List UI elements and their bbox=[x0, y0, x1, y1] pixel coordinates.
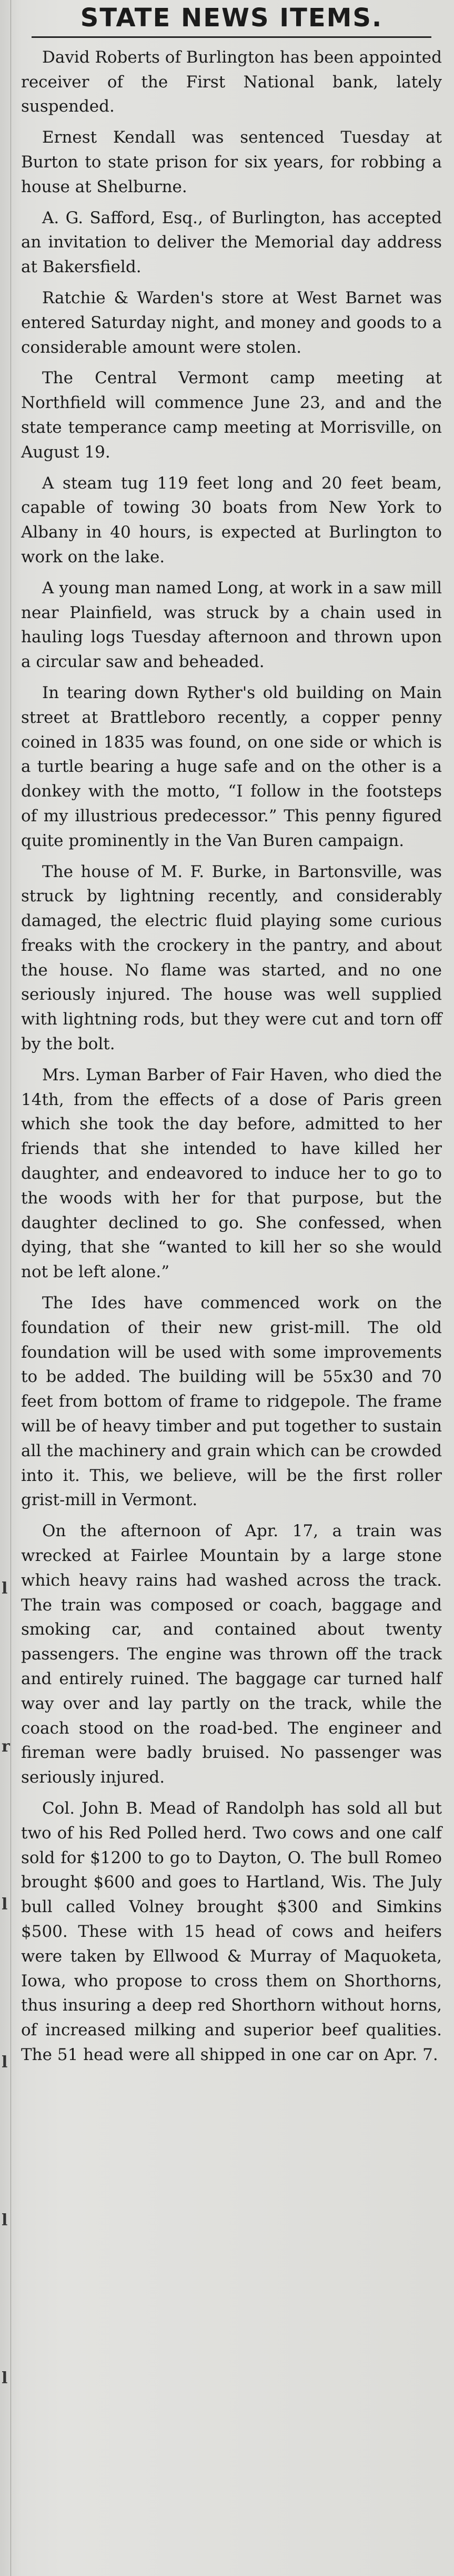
news-item: In tearing down Ryther's old building on Main street at Brattleboro recently, a copper penny coined in 1835 was found, on one side or which is a turtle bearing a huge safe and on the other is a donkey with the motto, “I follow in the footsteps of my illustrious predecessor.” This penny figured quite prominently in the Van Buren campaign. bbox=[21, 683, 442, 850]
news-item: A. G. Safford, Esq., of Burlington, has accepted an invitation to deliver the Memorial day address at Bakersfield. bbox=[21, 208, 442, 277]
left-column-gutter bbox=[0, 0, 11, 2576]
gutter-fragment: r bbox=[2, 1737, 10, 1756]
news-item: A young man named Long, at work in a saw mill near Plainfield, was struck by a chain used in hauling logs Tuesday afternoon and thrown upon a circular saw and beheaded. bbox=[21, 578, 442, 672]
gutter-fragment: l bbox=[2, 2211, 8, 2230]
news-item: The house of M. F. Burke, in Bartonsville, was struck by lightning recently, and considerably damaged, the electric fluid playing some curious freaks with the crockery in the pantry, and about the house. No flame was started, and no one seriously injured. The house was well supplied with lightning rods, but they were cut and torn off by the bolt. bbox=[21, 862, 442, 1054]
news-item: On the afternoon of Apr. 17, a train was wrecked at Fairlee Mountain by a large stone which heavy rains had washed across the track. The train was composed or coach, baggage and smoking car, and contained about twenty passengers. The engine was thrown off the track and entirely ruined. The baggage car turned half way over and lay partly on the track, while the coach stood on the road-bed. The engineer and fireman were badly bruised. No passenger was seriously injured. bbox=[21, 1521, 442, 1787]
news-item: The Ides have commenced work on the foundation of their new grist-mill. The old foundation will be used with some improvements to be added. The building will be 55x30 and 70 feet from bottom of frame to ridgepole. The frame will be of heavy timber and put together to sustain all the machinery and grain which can be crowded into it. This, we believe, will be the first roller grist-mill in Vermont. bbox=[21, 1294, 442, 1510]
news-column bbox=[21, 0, 442, 2074]
news-item: A steam tug 119 feet long and 20 feet beam, capable of towing 30 boats from New York to Albany in 40 hours, is expected at Burlington to work on the lake. bbox=[21, 473, 442, 566]
news-item: Col. John B. Mead of Randolph has sold all but two of his Red Polled herd. Two cows and one calf sold for $1200 to go to Dayton, O. The bull Romeo brought $600 and goes to Hartland, Wis. The July bull called Volney brought $300 and Simkins $500. These with 15 head of cows and heifers were taken by Ellwood & Murray of Maquoketa, Iowa, who propose to cross them on Shorthorns, thus insuring a deep red Shorthorn without horns, of increased milking and superior beef qualities. The 51 head were all shipped in one car on Apr. 7. bbox=[21, 1798, 442, 2064]
news-item: David Roberts of Burlington has been appointed receiver of the First National bank, lately suspended. bbox=[21, 47, 442, 116]
gutter-fragment: l bbox=[2, 1895, 8, 1914]
news-item: Ratchie & Warden's store at West Barnet was entered Saturday night, and money and goods to a considerable amount were stolen. bbox=[21, 288, 442, 357]
section-title: STATE NEWS ITEMS. bbox=[80, 3, 383, 33]
gutter-fragment: l bbox=[2, 2053, 8, 2072]
news-item: Mrs. Lyman Barber of Fair Haven, who died the 14th, from the effects of a dose of Paris green which she took the day before, admitted to her friends that she intended to have killed her daughter, and endeavored to induce her to go to the woods with her for that purpose, but the daughter declined to go. She confessed, when dying, that she “wanted to kill her so she would not be left alone.” bbox=[21, 1065, 442, 1282]
gutter-fragment: l bbox=[2, 1579, 8, 1598]
gutter-fragment: l bbox=[2, 2369, 8, 2388]
title-rule bbox=[32, 36, 431, 38]
news-item: The Central Vermont camp meeting at Northfield will commence June 23, and and the state temperance camp meeting at Morrisville, on August 19. bbox=[21, 369, 442, 462]
news-item: Ernest Kendall was sentenced Tuesday at Burton to state prison for six years, for robbing a house at Shelburne. bbox=[21, 128, 442, 196]
